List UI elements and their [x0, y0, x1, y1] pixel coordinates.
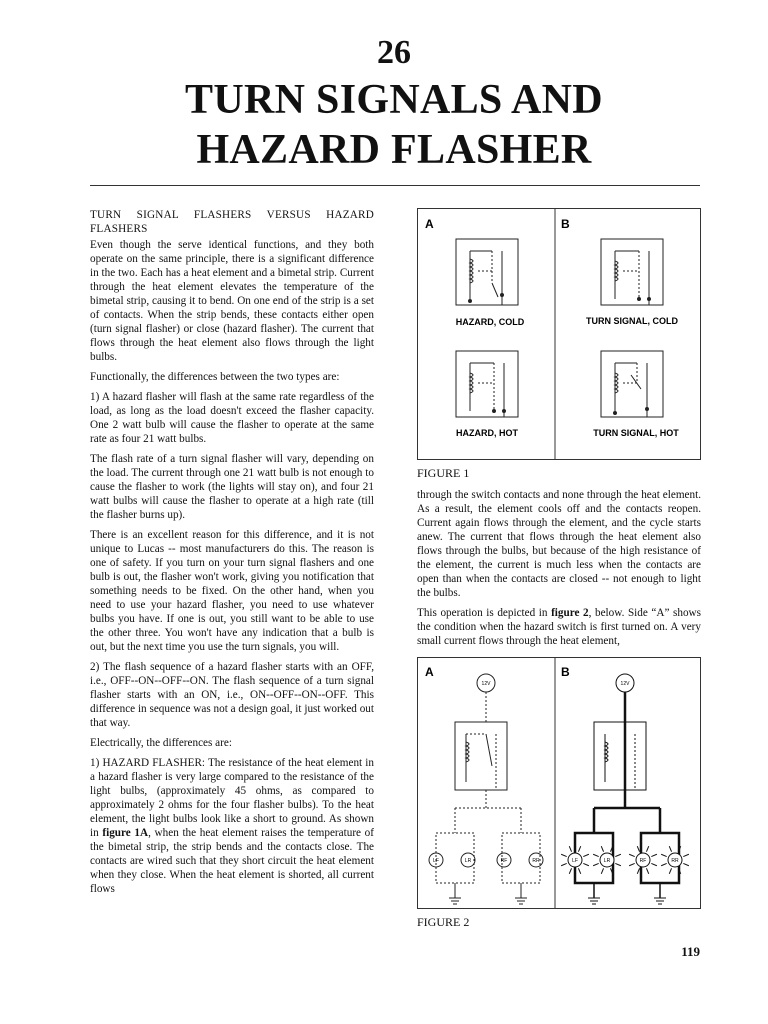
figure-2-diagram — [418, 658, 700, 908]
figure-1 — [417, 208, 701, 460]
text-run: , when the heat element raises the temperature of the bimetal strip, the strip bends and the contacts close. The contacts are wired such that they short circuit the heat element when they close. When the heat element is shorted, all current flows — [90, 827, 374, 895]
bulb-ray — [651, 863, 657, 865]
paragraph — [90, 756, 374, 896]
panel-label: HAZARD, HOT — [456, 428, 518, 438]
figure-2 — [417, 657, 701, 909]
bulb-label: LF — [433, 858, 439, 864]
bulb-ray — [601, 846, 603, 852]
figure-1-label-a: A — [425, 217, 434, 231]
turn-signal-cold-schematic — [601, 239, 663, 305]
turn-signal-hot-schematic — [601, 351, 663, 417]
bulb-ray — [615, 863, 621, 865]
panel-label: HAZARD, COLD — [455, 317, 525, 327]
right-column — [417, 488, 701, 654]
bulb-label: LR — [603, 858, 611, 864]
bulb-ray — [629, 863, 635, 865]
bulb-ray — [651, 854, 657, 856]
paragraph: 1) A hazard flasher will flash at the same rate regardless of the load, as long as the load doesn't exceed the flasher capacity. One 2 watt bulb will cause the flasher to operate at the same rate as four 21 watt bulbs. — [90, 391, 374, 445]
figure-reference: figure 2 — [551, 607, 589, 619]
bulb-ray — [629, 854, 635, 856]
bulb-ray — [601, 868, 603, 874]
bulb-ray — [561, 863, 567, 865]
bulb-ray — [637, 868, 639, 874]
section-heading: TURN SIGNAL FLASHERS VERSUS HAZARD FLASHERS — [90, 209, 374, 235]
title-line-2: HAZARD FLASHER — [196, 127, 592, 173]
paragraph — [417, 606, 701, 648]
bulb-ray — [669, 868, 671, 874]
text-run: 1) HAZARD FLASHER: The resistance of the heat element in a hazard flasher is very large compared to the resistance of the light bulbs, (approximately 45 ohms, as compared to approximately 2 ohms for the four flasher bulbs). To the heat element, the light bulbs look like a short to ground. As shown in — [90, 757, 374, 839]
bulb-ray — [683, 863, 689, 865]
bulb-ray — [561, 854, 567, 856]
paragraph: Functionally, the differences between the two types are: — [90, 371, 340, 383]
bulb-ray — [593, 863, 599, 865]
bulb-label: LR — [464, 858, 472, 864]
bulb-label: RR — [671, 858, 679, 864]
bulb-label: RF — [500, 858, 508, 864]
paragraph: 2) The flash sequence of a hazard flasher starts with an OFF, i.e., OFF--ON--OFF--ON. The flash sequence of a turn signal flasher starts with an ON, i.e., ON--OFF--ON--OFF. This difference in sequence was not a design goal, it just worked out that way. — [90, 661, 374, 729]
battery-label: 12V — [620, 681, 630, 687]
bulb-ray — [646, 868, 648, 874]
side-b-circuit — [575, 674, 679, 904]
title-line-1: TURN SIGNALS AND — [185, 77, 603, 123]
hazard-cold-schematic — [456, 239, 518, 305]
bulb-ray — [578, 868, 580, 874]
figure-1-diagram — [418, 209, 700, 459]
figure-1-caption: FIGURE 1 — [417, 466, 470, 480]
figure-1-label-b: B — [561, 217, 570, 231]
bulb-ray — [583, 854, 589, 856]
bulb-ray — [593, 854, 599, 856]
bulb-ray — [578, 846, 580, 852]
bulb-ray — [615, 854, 621, 856]
left-column — [90, 208, 374, 902]
bulb-label: RF — [639, 858, 647, 864]
bulb-label: RR — [532, 858, 540, 864]
bulb-ray — [661, 863, 667, 865]
battery-label: 12V — [481, 681, 491, 687]
bulb-ray — [569, 868, 571, 874]
chapter-number: 26 — [377, 34, 411, 71]
bulb-ray — [569, 846, 571, 852]
bulb-ray — [669, 846, 671, 852]
paragraph: The flash rate of a turn signal flasher will vary, depending on the load. The current through one 21 watt bulb is not enough to cause the flasher to work (the lights will stay on), and four 21 watt bulbs will cause the flasher to operate at a high rate (till the flasher burns up). — [90, 453, 374, 521]
paragraph: Even though the serve identical functions, and they both operate on the same principle, there is a significant difference in the two. Each has a heat element and a bimetal strip. Current through the heat element elevates the temperature of the bimetal strip, causing it to bend. On one end of the strip is a set of contacts. When the strip bends, these contacts either open (turn signal flasher) or close (hazard flasher). The current that flows through the heat element also flows through the light bulbs. — [90, 239, 374, 363]
text-run: , below. Side “A” shows the condition when the hazard switch is first turned on. A very small current flows through the heat element, — [417, 607, 701, 647]
figure-2-label-b: B — [561, 665, 570, 679]
bulb-ray — [683, 854, 689, 856]
paragraph: Electrically, the differences are: — [90, 737, 232, 749]
lit-bulbs — [561, 846, 689, 874]
side-a-circuit — [429, 674, 543, 904]
figure-reference: figure 1A — [102, 827, 149, 839]
bulb-ray — [661, 854, 667, 856]
bulb-ray — [646, 846, 648, 852]
panel-label: TURN SIGNAL, COLD — [586, 316, 678, 326]
bulb-ray — [637, 846, 639, 852]
text-run: This operation is depicted in — [417, 607, 552, 619]
bulb-label: LF — [572, 858, 578, 864]
chapter-title — [0, 75, 768, 175]
figure-2-caption: FIGURE 2 — [417, 915, 470, 929]
paragraph: There is an excellent reason for this difference, and it is not unique to Lucas -- most manufacturers do this. The reason is one of safety. If you turn on your turn signal flashers and one bulb is out, the flasher won't work, giving you notification that something needs to be fixed. On the other hand, when you need to use your hazard flasher, you need to use whatever bulbs you have. If one is out, you still want to be able to use the other three. You won't have any indication that a bulb is out, but the next time you use the turn signals, you will. — [90, 529, 374, 653]
hazard-hot-schematic — [456, 351, 518, 417]
panel-label: TURN SIGNAL, HOT — [593, 428, 679, 438]
paragraph: through the switch contacts and none through the heat element. As a result, the element cools off and the contacts reopen. Current again flows through the element, and the cycle starts anew. The current that flows through the heat element also flows through the bulbs, but because of the high resistance of the element, the current is much less when the contacts are open than when the contacts are closed -- not enough to light the bulbs. — [417, 489, 701, 599]
page-number: 119 — [681, 944, 700, 959]
figure-2-label-a: A — [425, 665, 434, 679]
bulb-ray — [583, 863, 589, 865]
title-rule — [90, 185, 700, 186]
